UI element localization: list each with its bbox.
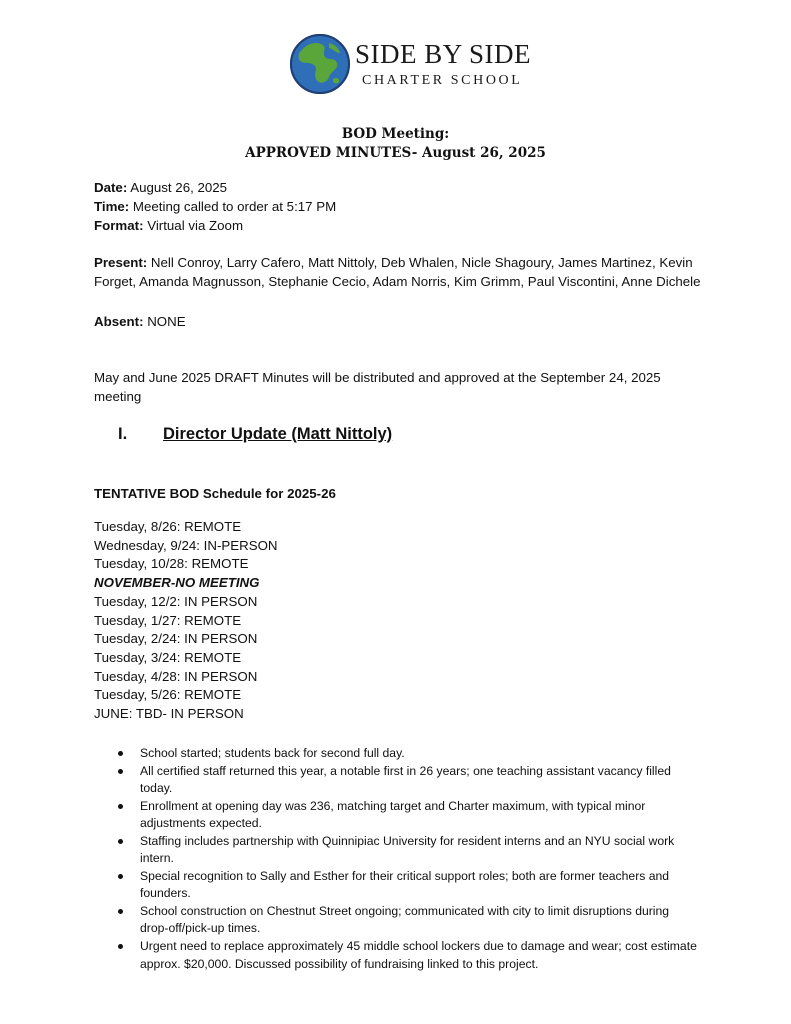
list-item-text: School started; students back for second full day.	[140, 746, 405, 760]
list-item	[118, 868, 698, 903]
schedule-item: Tuesday, 10/28: REMOTE	[94, 556, 249, 572]
section-title: Director Update (Matt Nittoly)	[163, 425, 393, 443]
schedule-item: JUNE: TBD- IN PERSON	[94, 706, 244, 722]
list-item-text: School construction on Chestnut Street ongoing; communicated with city to limit disruptions during drop-off/pick-up times.	[140, 904, 670, 936]
list-item	[118, 763, 698, 798]
present-label: Present:	[94, 255, 148, 270]
list-item	[118, 798, 698, 833]
time-value: Meeting called to order at 5:17 PM	[129, 199, 337, 214]
schedule-item: Tuesday, 8/26: REMOTE	[94, 519, 242, 534]
list-item-text: All certified staff returned this year, a notable first in 26 years; one teaching assistant vacancy filled today.	[140, 763, 671, 796]
list-item	[118, 833, 698, 868]
schedule-item: Tuesday, 3/24: REMOTE	[94, 649, 242, 665]
schedule-item: Tuesday, 1/27: REMOTE	[94, 612, 242, 628]
format-label: Format:	[94, 218, 144, 233]
minutes-note: May and June 2025 DRAFT Minutes will be distributed and approved at the September 24, 2025 meeting	[94, 370, 661, 404]
present-value: Nell Conroy, Larry Cafero, Matt Nittoly, Deb Whalen, Nicle Shagoury, James Martinez, Kevin Forget, Amanda Magnusson, Stephanie Cecio, Adam Norris, Kim Grimm, Paul Viscontini, Anne Dichele	[94, 255, 701, 289]
list-item-text: Staffing includes partnership with Quinnipiac University for resident interns and an NYU social work intern.	[140, 833, 675, 866]
schedule-item: Tuesday, 2/24: IN PERSON	[94, 631, 258, 647]
schedule-heading-text: TENTATIVE BOD Schedule for 2025-26	[94, 486, 336, 501]
present-line	[94, 254, 704, 291]
format-value: Virtual via Zoom	[143, 218, 244, 233]
bullet-icon	[118, 769, 123, 774]
time-label: Time:	[94, 199, 130, 214]
schedule-heading	[94, 485, 336, 504]
school-logo	[289, 33, 532, 95]
schedule-item: Tuesday, 5/26: REMOTE	[94, 687, 242, 703]
date-line	[94, 179, 227, 198]
list-item-text: Special recognition to Sally and Esther for their critical support roles; both are former teachers and founders.	[140, 869, 670, 901]
schedule-item-no-meeting: NOVEMBER-NO MEETING	[94, 575, 260, 591]
logo-subtitle: CHARTER SCHOOL	[362, 73, 523, 88]
list-item	[118, 938, 698, 973]
schedule-item: Wednesday, 9/24: IN-PERSON	[94, 537, 278, 553]
time-line	[94, 198, 336, 217]
logo-name: SIDE BY SIDE	[355, 39, 532, 69]
absent-value: NONE	[143, 314, 186, 329]
document-title: BOD Meeting:	[341, 126, 450, 142]
update-bullet-list	[118, 745, 698, 973]
bullet-icon	[118, 944, 123, 949]
globe-icon	[289, 33, 351, 95]
date-value: August 26, 2025	[127, 180, 228, 195]
schedule-item: Tuesday, 4/28: IN PERSON	[94, 668, 258, 684]
schedule-item: Tuesday, 12/2: IN PERSON	[94, 593, 258, 609]
bullet-icon	[118, 751, 123, 756]
list-item	[118, 903, 698, 938]
bullet-icon	[118, 804, 123, 809]
schedule-list	[94, 518, 278, 724]
bullet-icon	[118, 909, 123, 914]
format-line	[94, 217, 243, 236]
list-item-text: Urgent need to replace approximately 45 middle school lockers due to damage and wear; cost estimate approx. $20,000. Discussed possibility of fundraising linked to this project.	[140, 939, 697, 971]
absent-label: Absent:	[94, 314, 144, 329]
document-subtitle: APPROVED MINUTES- August 26, 2025	[245, 145, 546, 161]
bullet-icon	[118, 874, 123, 879]
list-item	[118, 745, 698, 762]
absent-line	[94, 313, 186, 332]
list-item-text: Enrollment at opening day was 236, matching target and Charter maximum, with typical minor adjustments expected.	[140, 798, 646, 831]
section-number: I.	[118, 425, 128, 443]
date-label: Date:	[94, 180, 128, 195]
bullet-icon	[118, 839, 123, 844]
